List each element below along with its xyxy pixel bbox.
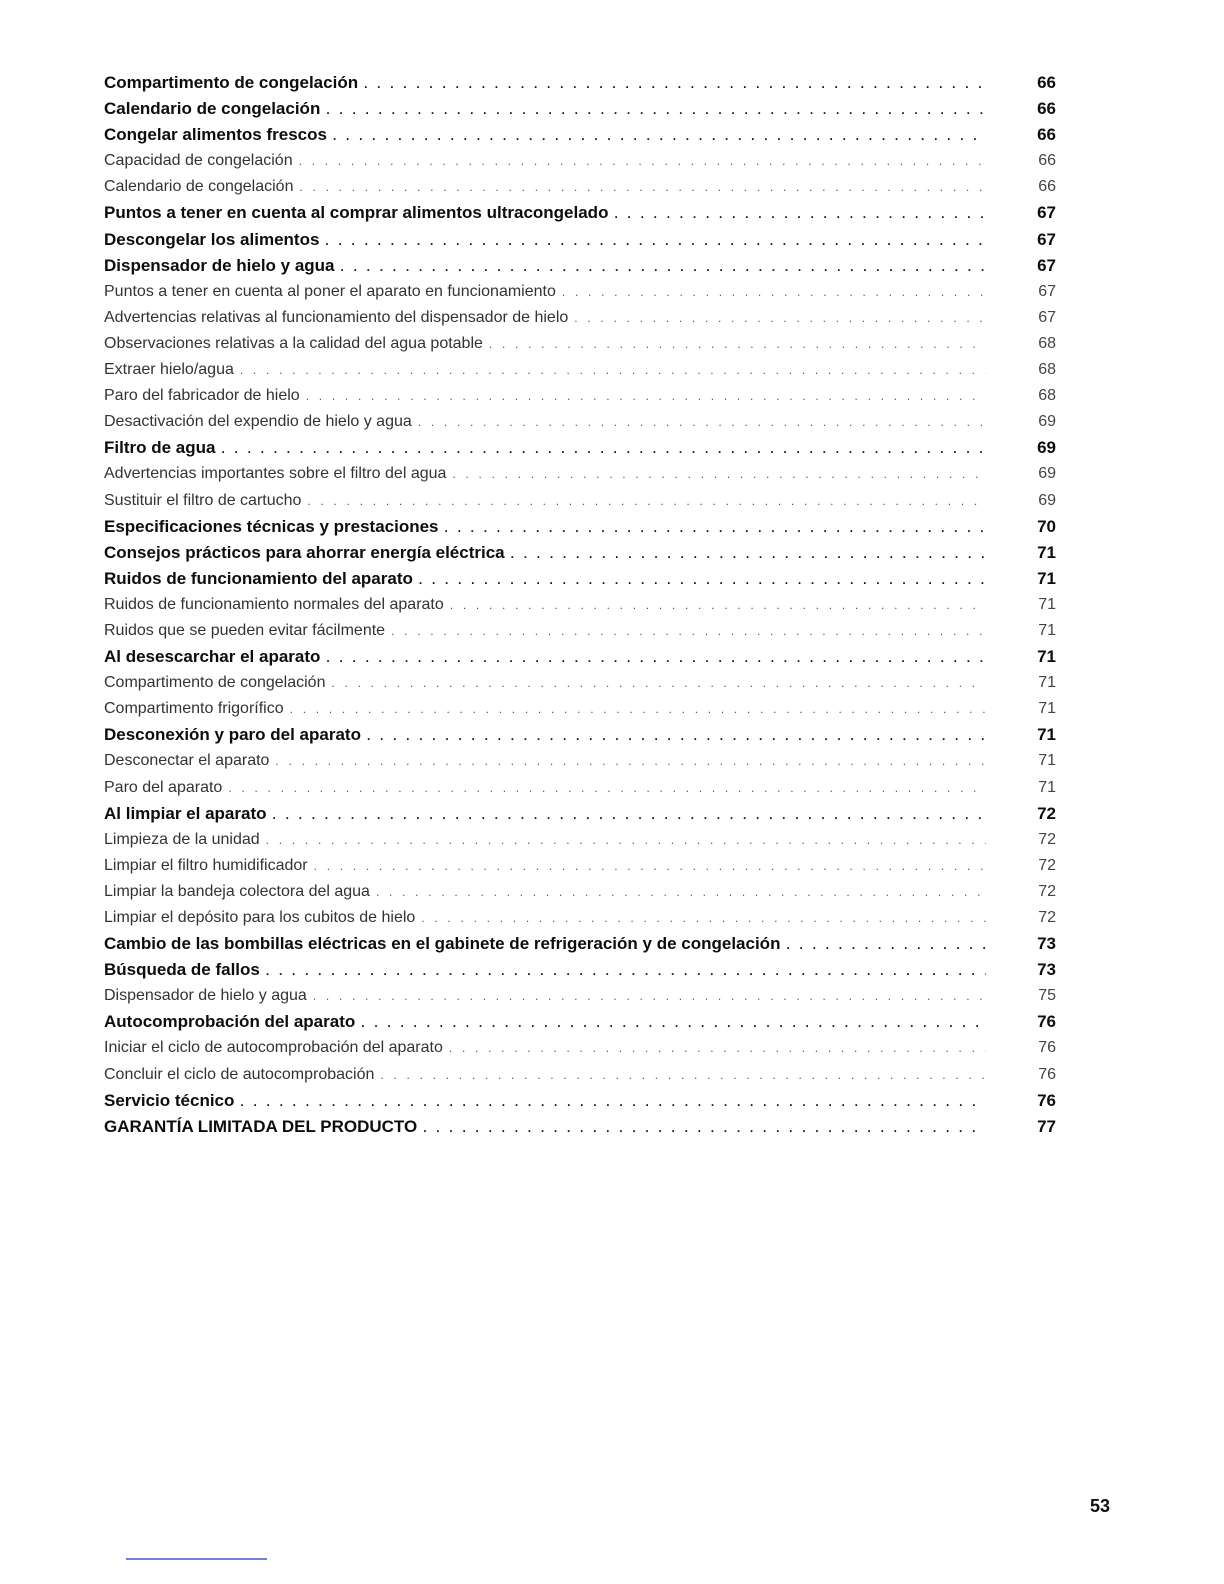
toc-entry-title: Paro del aparato <box>104 778 223 796</box>
dot-leader <box>314 853 986 879</box>
dot-leader <box>449 1035 986 1061</box>
toc-entry-title: Al limpiar el aparato <box>104 803 267 823</box>
toc-entry[interactable] <box>104 70 1056 96</box>
toc-entry[interactable] <box>104 461 1056 487</box>
toc-entry-title: Ruidos que se pueden evitar fácilmente <box>104 621 386 639</box>
toc-entry-title: Limpiar el filtro humidificador <box>104 856 308 874</box>
toc-entry-page: 66 <box>1037 125 1056 145</box>
toc-entry-title: Observaciones relativas a la calidad del agua potable <box>104 334 483 352</box>
toc-entry-page: 71 <box>1038 752 1056 770</box>
toc-entry-page: 67 <box>1038 308 1056 326</box>
toc-entry-title: Descongelar los alimentos <box>104 229 320 249</box>
toc-entry-page: 71 <box>1037 647 1056 667</box>
toc-entry-page: 71 <box>1038 595 1056 613</box>
dot-leader <box>445 515 986 540</box>
toc-entry-page: 71 <box>1038 674 1056 692</box>
toc-entry[interactable] <box>104 618 1056 644</box>
dot-leader <box>307 488 986 514</box>
toc-entry[interactable] <box>104 1062 1056 1088</box>
toc-entry[interactable] <box>104 1035 1056 1061</box>
toc-entry-page: 75 <box>1038 987 1056 1005</box>
toc-entry-page: 71 <box>1038 621 1056 639</box>
toc-entry-title: Limpiar la bandeja colectora del agua <box>104 882 370 900</box>
toc-entry[interactable] <box>104 905 1056 931</box>
dot-leader <box>341 254 986 279</box>
toc-entry[interactable] <box>104 1088 1056 1114</box>
toc-entry-page: 66 <box>1037 99 1056 119</box>
toc-entry-page: 72 <box>1038 830 1056 848</box>
toc-entry-title: Ruidos de funcionamiento normales del aparato <box>104 595 444 613</box>
toc-entry[interactable] <box>104 409 1056 435</box>
dot-leader <box>361 1010 986 1035</box>
toc-entry[interactable] <box>104 305 1056 331</box>
toc-entry-page: 71 <box>1038 700 1056 718</box>
toc-entry-title: Capacidad de congelación <box>104 152 293 170</box>
toc-entry-title: Ruidos de funcionamiento del aparato <box>104 568 413 588</box>
toc-entry-page: 66 <box>1038 178 1056 196</box>
toc-entry-page: 69 <box>1038 413 1056 431</box>
toc-entry-page: 72 <box>1038 882 1056 900</box>
toc-entry-title: Compartimento de congelación <box>104 73 359 92</box>
toc-entry-title: Dispensador de hielo y agua <box>104 987 307 1005</box>
toc-entry[interactable] <box>104 435 1056 461</box>
toc-entry[interactable] <box>104 644 1056 670</box>
toc-entry[interactable] <box>104 957 1056 983</box>
dot-leader <box>290 696 986 722</box>
toc-entry-title: Cambio de las bombillas eléctricas en el gabinete de refrigeración y de congelación <box>104 934 781 954</box>
toc-entry-title: Búsqueda de fallos <box>104 960 260 980</box>
toc-entry-page: 66 <box>1037 73 1056 92</box>
toc-entry[interactable] <box>104 722 1056 748</box>
dot-leader <box>489 331 986 357</box>
toc-entry[interactable] <box>104 383 1056 409</box>
toc-entry[interactable] <box>104 879 1056 905</box>
toc-entry-title: Compartimento de congelación <box>104 674 326 692</box>
toc-entry[interactable] <box>104 983 1056 1009</box>
toc-entry-page: 71 <box>1037 542 1056 562</box>
toc-entry-title: Calendario de congelación <box>104 178 294 196</box>
toc-entry-title: Limpiar el depósito para los cubitos de hielo <box>104 909 416 926</box>
toc-entry[interactable] <box>104 200 1056 226</box>
toc-entry-title: Autocomprobación del aparato <box>104 1012 356 1032</box>
toc-entry[interactable] <box>104 801 1056 827</box>
toc-entry-title: Concluir el ciclo de autocomprobación <box>104 1065 375 1083</box>
toc-entry-page: 68 <box>1038 361 1056 379</box>
toc-entry-title: Desactivación del expendio de hielo y agua <box>104 413 412 431</box>
dot-leader <box>266 827 986 853</box>
toc-entry[interactable] <box>104 827 1056 853</box>
dot-leader <box>367 723 986 748</box>
toc-entry[interactable] <box>104 357 1056 383</box>
toc-entry[interactable] <box>104 1009 1056 1035</box>
toc-entry[interactable] <box>104 331 1056 357</box>
toc-entry[interactable] <box>104 670 1056 696</box>
toc-entry-title: Sustituir el filtro de cartucho <box>104 491 302 509</box>
toc-entry-page: 76 <box>1038 1039 1056 1057</box>
toc-entry-page: 66 <box>1038 152 1056 170</box>
dot-leader <box>326 97 986 122</box>
toc-entry-page: 71 <box>1038 778 1056 796</box>
dot-leader <box>275 748 986 774</box>
toc-entry-title: Paro del fabricador de hielo <box>104 387 300 405</box>
dot-leader <box>391 618 986 644</box>
dot-leader <box>423 1115 986 1140</box>
toc-entry[interactable] <box>104 122 1056 148</box>
toc-entry[interactable] <box>104 174 1056 200</box>
toc-entry-title: Al desescarchar el aparato <box>104 647 321 667</box>
dot-leader <box>364 71 986 96</box>
toc-entry[interactable] <box>104 566 1056 592</box>
toc-entry-page: 67 <box>1037 203 1056 223</box>
toc-entry[interactable] <box>104 227 1056 253</box>
toc-entry-page: 73 <box>1037 934 1056 954</box>
toc-entry-page: 76 <box>1037 1090 1056 1110</box>
dot-leader <box>266 958 986 983</box>
toc-entry-title: Desconexión y paro del aparato <box>104 725 361 745</box>
toc-entry[interactable] <box>104 279 1056 305</box>
toc-entry[interactable] <box>104 540 1056 566</box>
toc-entry-title: Servicio técnico <box>104 1090 235 1110</box>
dot-leader <box>313 983 986 1009</box>
toc-entry-page: 72 <box>1038 909 1056 926</box>
toc-entry-page: 71 <box>1037 725 1056 745</box>
toc-entry-page: 67 <box>1037 229 1056 249</box>
toc-entry-title: Extraer hielo/agua <box>104 361 234 379</box>
dot-leader <box>574 305 986 331</box>
toc-entry[interactable] <box>104 931 1056 957</box>
toc-entry-page: 77 <box>1037 1116 1056 1136</box>
dot-leader <box>326 645 986 670</box>
toc-entry-title: Compartimento frigorífico <box>104 700 284 718</box>
table-of-contents <box>104 70 1056 1140</box>
toc-entry-title: Advertencias relativas al funcionamiento del dispensador de hielo <box>104 308 569 326</box>
toc-entry[interactable] <box>104 1114 1056 1140</box>
dot-leader <box>450 592 986 618</box>
toc-entry[interactable] <box>104 853 1056 879</box>
dot-leader <box>418 409 986 435</box>
toc-entry[interactable] <box>104 696 1056 722</box>
dot-leader <box>299 174 986 200</box>
toc-entry-page: 68 <box>1038 387 1056 405</box>
toc-entry-page: 72 <box>1038 856 1056 874</box>
dot-leader <box>299 148 986 174</box>
toc-entry-page: 69 <box>1038 465 1056 483</box>
toc-entry-title: Dispensador de hielo y agua <box>104 255 335 275</box>
toc-entry-title: Consejos prácticos para ahorrar energía eléctrica <box>104 542 505 562</box>
page-number: 53 <box>1090 1496 1111 1516</box>
toc-entry[interactable] <box>104 592 1056 618</box>
toc-entry-page: 72 <box>1037 803 1056 823</box>
footer-rule <box>126 1558 267 1560</box>
toc-entry-title: Advertencias importantes sobre el filtro del agua <box>104 465 447 483</box>
dot-leader <box>614 201 986 226</box>
toc-entry-title: GARANTÍA LIMITADA DEL PRODUCTO <box>104 1116 418 1136</box>
dot-leader <box>452 461 986 487</box>
toc-entry-title: Filtro de agua <box>104 438 216 458</box>
toc-entry-title: Congelar alimentos frescos <box>104 125 327 145</box>
dot-leader <box>419 567 986 592</box>
toc-entry[interactable] <box>104 514 1056 540</box>
dot-leader <box>562 279 986 305</box>
dot-leader <box>380 1062 986 1088</box>
toc-entry[interactable] <box>104 748 1056 774</box>
dot-leader <box>376 879 986 905</box>
toc-entry-title: Calendario de congelación <box>104 99 321 119</box>
toc-entry-page: 68 <box>1038 334 1056 352</box>
toc-entry-page: 69 <box>1037 438 1056 458</box>
dot-leader <box>221 436 986 461</box>
toc-entry-title: Puntos a tener en cuenta al poner el aparato en funcionamiento <box>104 282 556 300</box>
toc-entry-page: 76 <box>1037 1012 1056 1032</box>
toc-entry-page: 73 <box>1037 960 1056 980</box>
toc-entry-page: 71 <box>1037 568 1056 588</box>
dot-leader <box>240 1089 986 1114</box>
dot-leader <box>331 670 986 696</box>
dot-leader <box>240 357 986 383</box>
toc-entry-title: Iniciar el ciclo de autocomprobación del aparato <box>104 1039 443 1057</box>
toc-entry-title: Limpieza de la unidad <box>104 830 260 848</box>
toc-entry-page: 67 <box>1038 282 1056 300</box>
toc-entry[interactable] <box>104 253 1056 279</box>
dot-leader <box>421 905 986 931</box>
toc-entry-page: 70 <box>1037 516 1056 536</box>
dot-leader <box>228 775 986 801</box>
dot-leader <box>306 383 986 409</box>
dot-leader <box>333 123 986 148</box>
dot-leader <box>786 932 986 957</box>
dot-leader <box>511 541 986 566</box>
dot-leader <box>325 228 986 253</box>
toc-entry-page: 76 <box>1038 1065 1056 1083</box>
toc-entry-title: Puntos a tener en cuenta al comprar alimentos ultracongelado <box>104 203 609 223</box>
toc-entry-title: Desconectar el aparato <box>104 752 270 770</box>
toc-entry-title: Especificaciones técnicas y prestaciones <box>104 516 439 536</box>
toc-entry[interactable] <box>104 775 1056 801</box>
toc-entry[interactable] <box>104 148 1056 174</box>
toc-entry-page: 69 <box>1038 491 1056 509</box>
dot-leader <box>273 802 987 827</box>
toc-entry-page: 67 <box>1037 255 1056 275</box>
toc-entry[interactable] <box>104 96 1056 122</box>
toc-entry[interactable] <box>104 488 1056 514</box>
